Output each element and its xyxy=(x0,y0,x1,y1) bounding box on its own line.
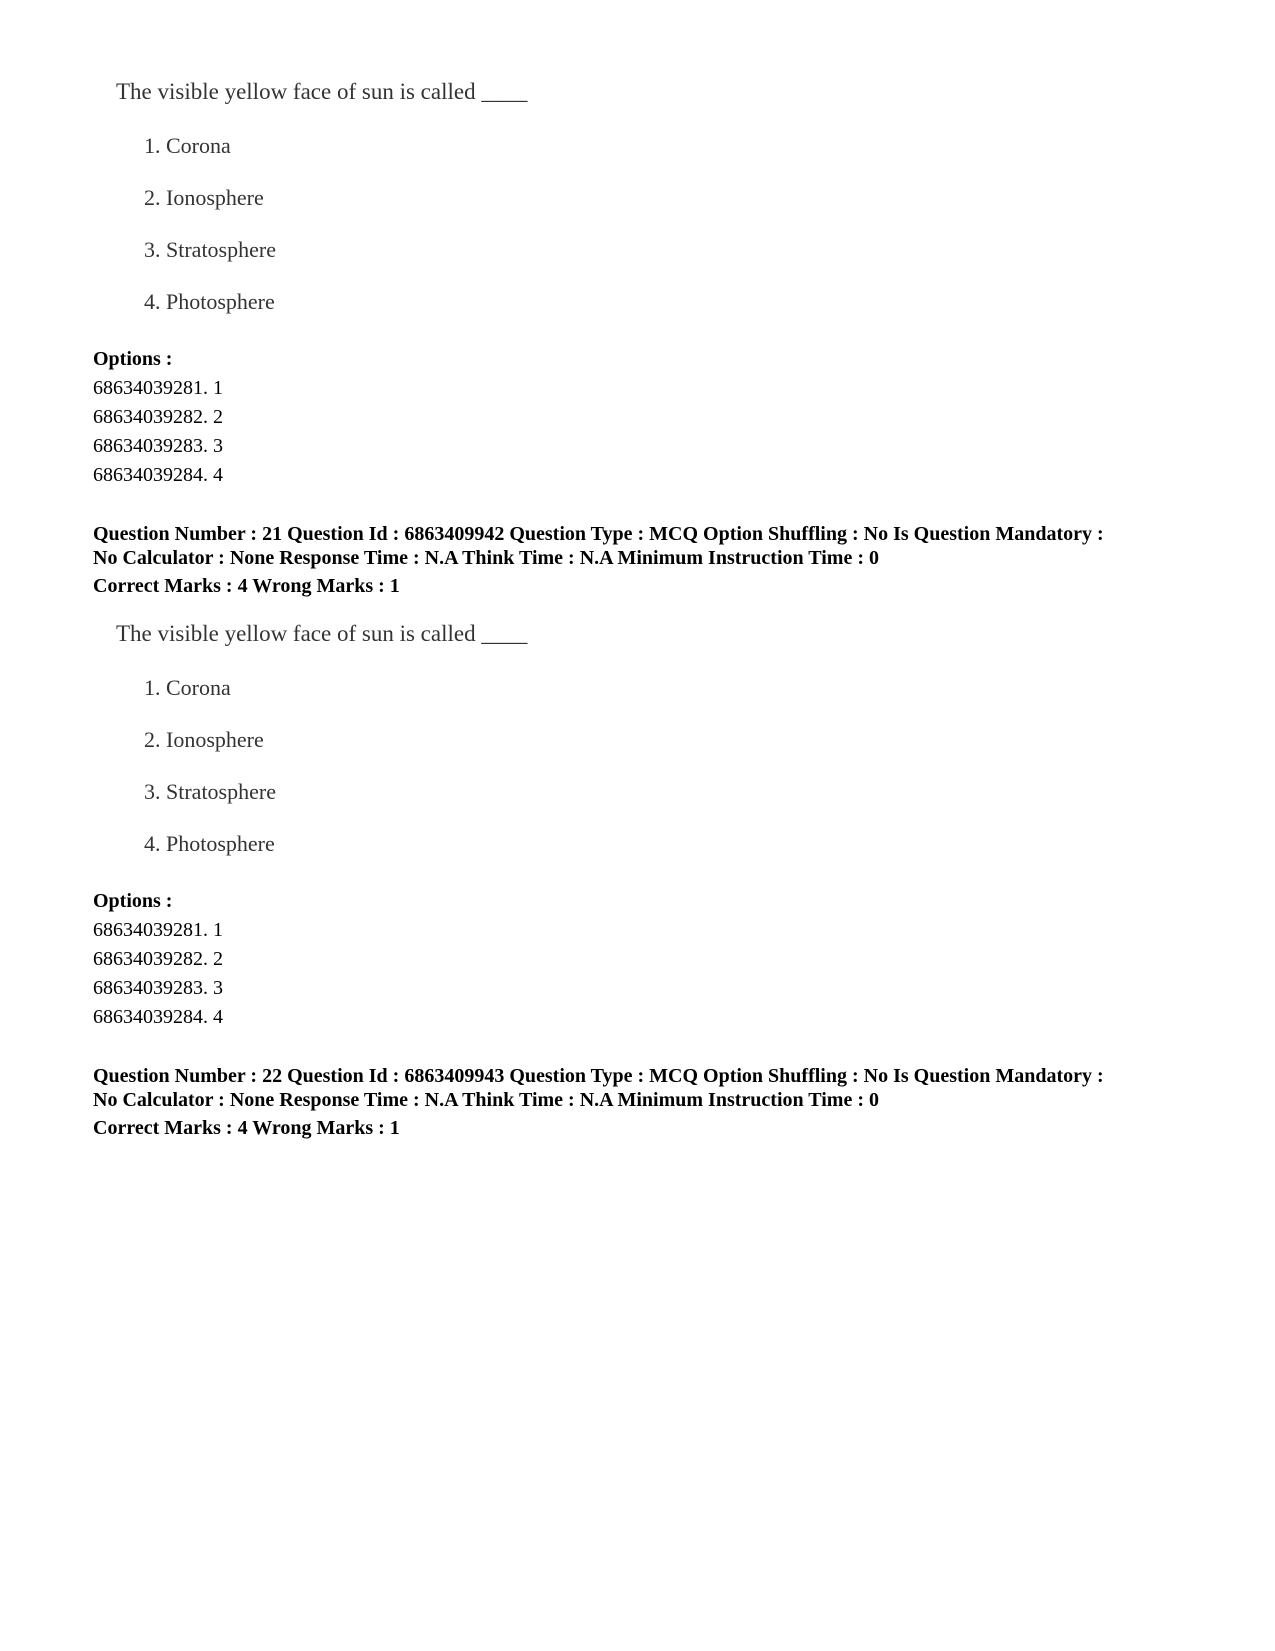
question-meta-line: No Calculator : None Response Time : N.A Think Time : N.A Minimum Instruction Time : 0 xyxy=(93,1089,879,1111)
question-meta xyxy=(93,522,1203,598)
option-item: 68634039281. 1 xyxy=(93,919,223,941)
option-item: 68634039281. 1 xyxy=(93,377,223,399)
question-choice: 1. Corona xyxy=(144,675,231,700)
question-choice: 2. Ionosphere xyxy=(144,727,264,752)
question-choice: 3. Stratosphere xyxy=(144,237,276,262)
question-meta xyxy=(93,1064,1203,1140)
question-meta-line: Question Number : 22 Question Id : 6863409943 Question Type : MCQ Option Shuffling : No Is Question Mandatory : xyxy=(93,1065,1104,1087)
question-choice: 2. Ionosphere xyxy=(144,185,264,210)
option-item: 68634039282. 2 xyxy=(93,406,223,428)
options-label: Options : xyxy=(93,348,173,370)
question-choice: 3. Stratosphere xyxy=(144,779,276,804)
question-meta-line: Question Number : 21 Question Id : 6863409942 Question Type : MCQ Option Shuffling : No Is Question Mandatory : xyxy=(93,523,1104,545)
question-choice: 4. Photosphere xyxy=(144,289,275,314)
options-list xyxy=(93,887,223,1032)
option-item: 68634039284. 4 xyxy=(93,464,223,486)
question-choice: 1. Corona xyxy=(144,133,231,158)
options-label: Options : xyxy=(93,890,173,912)
options-list xyxy=(93,345,223,490)
option-item: 68634039284. 4 xyxy=(93,1006,223,1028)
question-meta-line: No Calculator : None Response Time : N.A Think Time : N.A Minimum Instruction Time : 0 xyxy=(93,547,879,569)
option-item: 68634039283. 3 xyxy=(93,435,223,457)
question-choice: 4. Photosphere xyxy=(144,831,275,856)
question-stem: The visible yellow face of sun is called ____ xyxy=(116,621,528,646)
question-image xyxy=(116,620,636,858)
option-item: 68634039282. 2 xyxy=(93,948,223,970)
question-image xyxy=(116,78,636,316)
question-marks: Correct Marks : 4 Wrong Marks : 1 xyxy=(93,1117,400,1139)
question-marks: Correct Marks : 4 Wrong Marks : 1 xyxy=(93,575,400,597)
option-item: 68634039283. 3 xyxy=(93,977,223,999)
question-stem: The visible yellow face of sun is called ____ xyxy=(116,79,528,104)
